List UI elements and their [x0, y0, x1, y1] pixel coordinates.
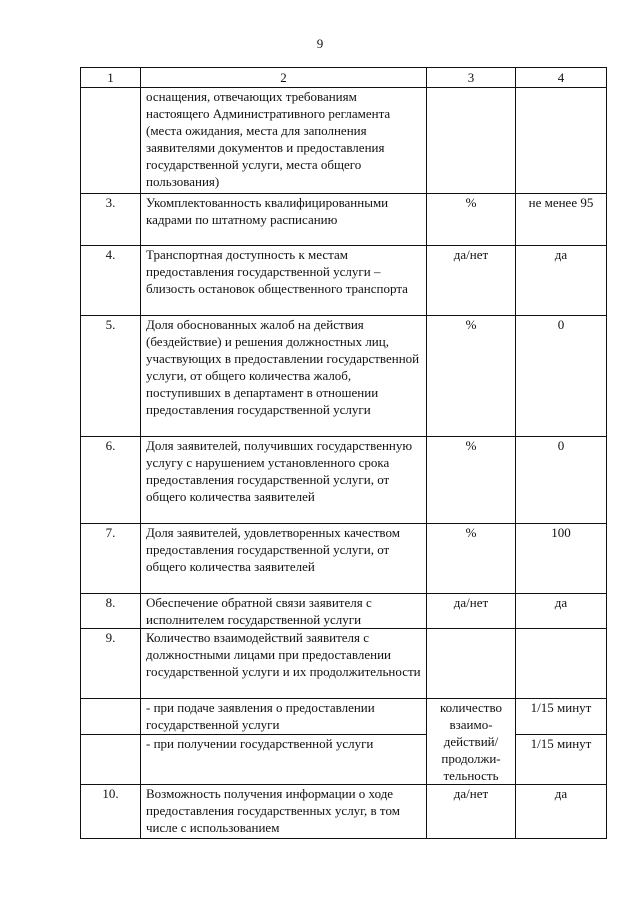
row-value: 1/15 минут	[516, 699, 607, 735]
row-value: да	[516, 785, 607, 839]
row-description: - при подаче заявления о предоставлении государственной услуги	[141, 699, 427, 735]
row-description: Обеспечение обратной связи заявителя с исполнителем государственной услуги	[141, 594, 427, 629]
row-value: да	[516, 594, 607, 629]
row-description: - при получении государственной услуги	[141, 735, 427, 785]
row-unit: %	[427, 194, 516, 246]
row-number: 6.	[81, 437, 141, 524]
page-number: 9	[316, 36, 324, 51]
row-unit: %	[427, 437, 516, 524]
row-unit: количество взаимо-действий/ продолжи-тельность	[427, 699, 516, 785]
row-description: Доля заявителей, удовлетворенных качеством предоставления государственной услуги, от общего количества заявителей	[141, 524, 427, 594]
table-row	[81, 735, 607, 785]
row-description: Транспортная доступность к местам предоставления государственной услуги – близость остановок общественного транспорта	[141, 246, 427, 316]
row-description: оснащения, отвечающих требованиям настоящего Административного регламента (места ожидания, места для заполнения заявителями документов и предоставления государственной услуги, места общего пользования)	[141, 88, 427, 194]
row-number: 7.	[81, 524, 141, 594]
row-description: Доля обоснованных жалоб на действия (бездействие) и решения должностных лиц, участвующих в предоставлении государственной услуги, от общего количества жалоб, поступивших в департамент в отношении предоставления государственной услуги	[141, 316, 427, 437]
row-number	[81, 699, 141, 735]
row-description: Укомплектованность квалифицированными кадрами по штатному расписанию	[141, 194, 427, 246]
column-header: 3	[427, 68, 516, 88]
table-row	[81, 316, 607, 437]
table-row	[81, 699, 607, 735]
table-row	[81, 437, 607, 524]
row-value: 0	[516, 316, 607, 437]
table-row	[81, 246, 607, 316]
row-number: 9.	[81, 629, 141, 699]
row-number	[81, 735, 141, 785]
row-unit: %	[427, 524, 516, 594]
row-description: Количество взаимодействий заявителя с должностными лицами при предоставлении государственной услуги и их продолжительности	[141, 629, 427, 699]
row-number: 8.	[81, 594, 141, 629]
table-row	[81, 785, 607, 839]
row-value: да	[516, 246, 607, 316]
row-description: Доля заявителей, получивших государственную услугу с нарушением установленного срока предоставления государственной услуги, от общего количества заявителей	[141, 437, 427, 524]
row-value: 1/15 минут	[516, 735, 607, 785]
row-number: 5.	[81, 316, 141, 437]
row-value: 0	[516, 437, 607, 524]
row-number: 4.	[81, 246, 141, 316]
row-unit: %	[427, 316, 516, 437]
row-value	[516, 88, 607, 194]
row-value: не менее 95	[516, 194, 607, 246]
row-unit: да/нет	[427, 594, 516, 629]
row-number: 10.	[81, 785, 141, 839]
row-unit	[427, 629, 516, 699]
row-description: Возможность получения информации о ходе предоставления государственных услуг, в том числе с использованием	[141, 785, 427, 839]
row-unit: да/нет	[427, 785, 516, 839]
table-header-row	[81, 68, 607, 88]
row-unit: да/нет	[427, 246, 516, 316]
column-header: 1	[81, 68, 141, 88]
column-header: 4	[516, 68, 607, 88]
table-row	[81, 629, 607, 699]
table-row	[81, 524, 607, 594]
table-row	[81, 194, 607, 246]
table-row	[81, 88, 607, 194]
row-number: 3.	[81, 194, 141, 246]
row-value	[516, 629, 607, 699]
indicators-table	[80, 67, 607, 839]
row-unit	[427, 88, 516, 194]
table-row	[81, 594, 607, 629]
row-number	[81, 88, 141, 194]
row-value: 100	[516, 524, 607, 594]
column-header: 2	[141, 68, 427, 88]
